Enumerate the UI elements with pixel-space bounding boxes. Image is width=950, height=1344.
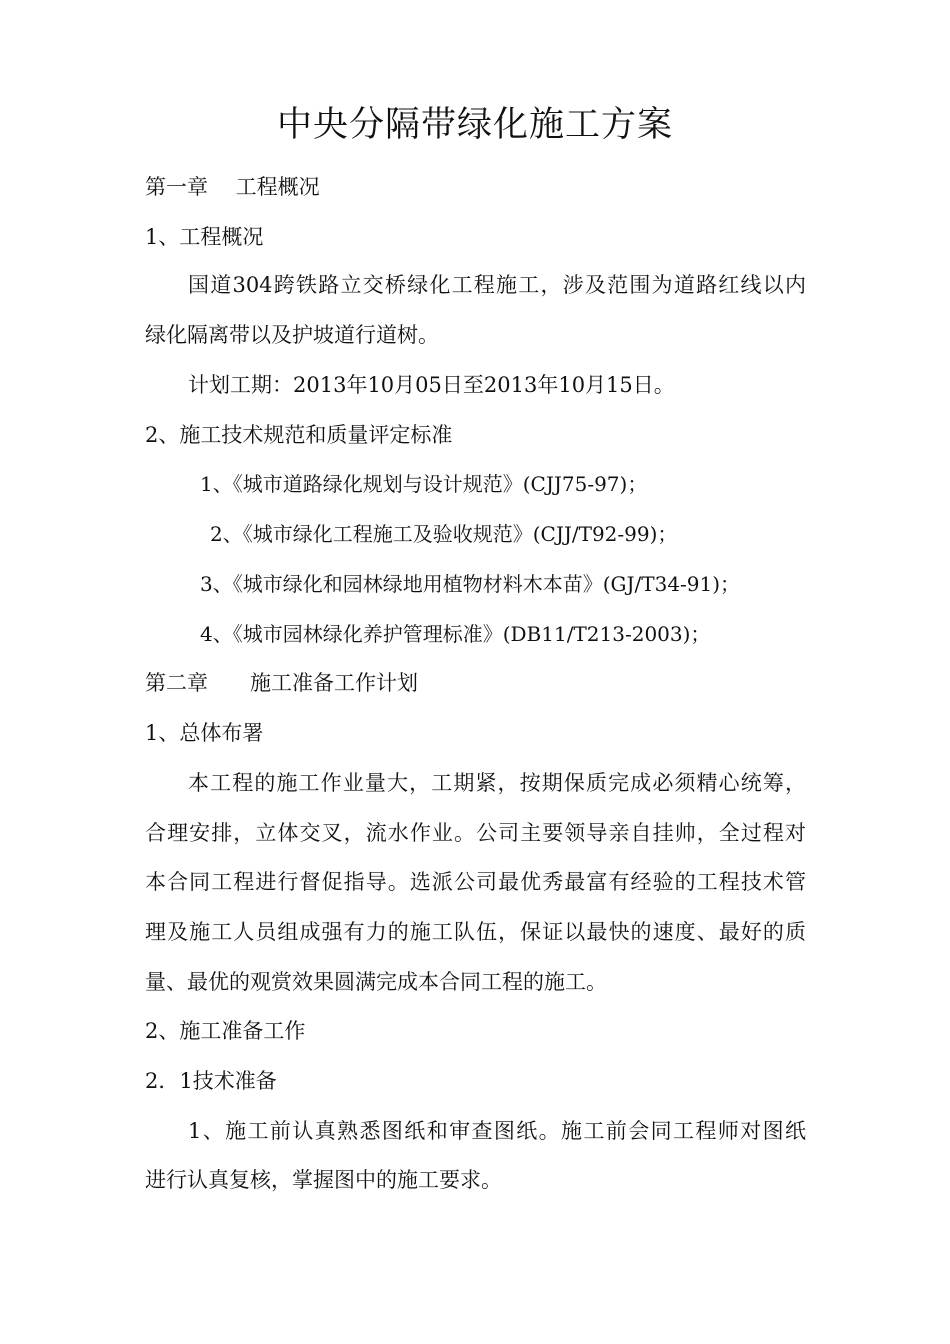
paragraph-line: 量、最优的观赏效果圆满完成本合同工程的施工。	[145, 970, 607, 994]
section-2-heading: 2、施工技术规范和质量评定标准	[145, 423, 453, 447]
schedule-text: 计划工期：2013年10月05日至2013年10月15日。	[188, 373, 675, 397]
section-1-heading: 1、总体布署	[145, 721, 264, 745]
standard-item: 1、《城市道路绿化规划与设计规范》(CJJ75-97)；	[200, 472, 648, 496]
chapter-1-heading: 第一章 工程概况	[145, 175, 320, 199]
paragraph-line: 合理安排，立体交叉，流水作业。公司主要领导亲自挂帅，全过程对	[145, 821, 806, 845]
standard-item: 4、《城市园林绿化养护管理标准》(DB11/T213-2003)；	[200, 622, 711, 646]
section-1-heading: 1、工程概况	[145, 225, 264, 249]
paragraph-line: 国道304跨铁路立交桥绿化工程施工，涉及范围为道路红线以内	[188, 273, 806, 297]
chapter-2-heading: 第二章 施工准备工作计划	[145, 671, 418, 695]
section-2-heading: 2、施工准备工作	[145, 1019, 306, 1043]
subsection-heading: 2．1技术准备	[145, 1069, 277, 1093]
paragraph-line: 本合同工程进行督促指导。选派公司最优秀最富有经验的工程技术管	[145, 870, 806, 894]
paragraph-line: 本工程的施工作业量大，工期紧，按期保质完成必须精心统筹，	[188, 771, 806, 795]
paragraph-line: 理及施工人员组成强有力的施工队伍，保证以最快的速度、最好的质	[145, 920, 806, 944]
standard-item: 2、《城市绿化工程施工及验收规范》(CJJ/T92-99)；	[210, 522, 678, 546]
document-title: 中央分隔带绿化施工方案	[276, 105, 673, 145]
paragraph-line: 1、施工前认真熟悉图纸和审查图纸。施工前会同工程师对图纸	[188, 1119, 806, 1143]
paragraph-line: 进行认真复核，掌握图中的施工要求。	[145, 1168, 502, 1192]
standard-item: 3、《城市绿化和园林绿地用植物材料木本苗》(GJ/T34-91)；	[200, 572, 741, 596]
paragraph-line: 绿化隔离带以及护坡道行道树。	[145, 323, 439, 347]
